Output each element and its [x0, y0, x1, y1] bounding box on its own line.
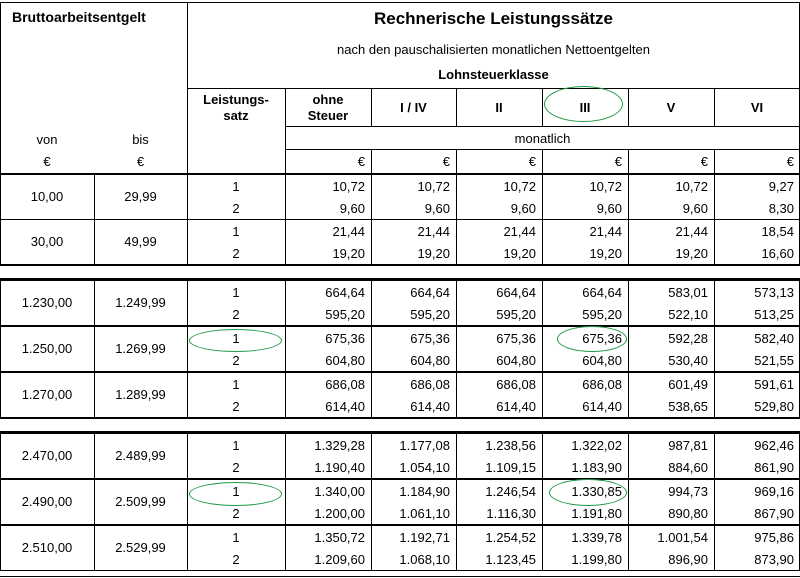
value-cell: 686,08 [496, 377, 536, 392]
col-class-iii: III [579, 100, 591, 115]
value-cell: 10,72 [332, 179, 365, 194]
value-cell: 10,72 [503, 179, 536, 194]
rate-cell: 2 [232, 460, 240, 475]
value-cell: 604,80 [582, 353, 622, 368]
value-cell: 994,73 [668, 484, 708, 499]
range-from: 10,00 [30, 189, 64, 204]
value-cell: 9,60 [424, 201, 450, 216]
value-cell: 1.200,00 [314, 506, 365, 521]
range-from: 1.270,00 [21, 387, 73, 402]
value-cell: 604,80 [496, 353, 536, 368]
value-cell: 521,55 [754, 353, 794, 368]
value-cell: 614,40 [496, 399, 536, 414]
value-cell: 601,49 [668, 377, 708, 392]
col-class-ii: II [495, 100, 503, 115]
value-cell: 1.183,90 [571, 460, 622, 475]
value-cell: 987,81 [668, 438, 708, 453]
highlight-ring-rate-1 [189, 482, 282, 506]
rate-cell: 2 [232, 201, 240, 216]
value-cell: 19,20 [503, 246, 536, 261]
value-cell: 9,60 [339, 201, 365, 216]
monthly-label: monatlich [514, 131, 571, 146]
rate-heading-line1: Leistungs- [203, 92, 269, 107]
value-cell: 19,20 [675, 246, 708, 261]
value-cell: 1.061,10 [399, 506, 450, 521]
gross-pay-heading: Bruttoarbeitsentgelt [12, 9, 146, 25]
highlight-ring-value [557, 326, 627, 352]
value-cell: 10,72 [589, 179, 622, 194]
value-cell: 664,64 [582, 285, 622, 300]
group-rule [0, 433, 800, 434]
range-from: 1.250,00 [21, 341, 73, 356]
rate-cell: 2 [232, 353, 240, 368]
value-cell: 21,44 [332, 224, 365, 239]
rule [714, 149, 715, 174]
value-cell: 675,36 [496, 331, 536, 346]
value-cell: 10,72 [417, 179, 450, 194]
col-class-vi: VI [750, 100, 764, 115]
rate-cell: 2 [232, 552, 240, 567]
value-cell: 896,90 [668, 552, 708, 567]
value-cell: 614,40 [410, 399, 450, 414]
rate-cell: 1 [232, 438, 240, 453]
value-cell: 9,27 [768, 179, 794, 194]
value-cell: 664,64 [496, 285, 536, 300]
group-rule [0, 326, 800, 327]
value-cell: 522,10 [668, 307, 708, 322]
group-rule [0, 280, 800, 281]
value-cell: 530,40 [668, 353, 708, 368]
rule [371, 149, 372, 174]
currency-from: € [43, 154, 51, 169]
value-cell: 582,40 [754, 331, 794, 346]
group-rule [0, 174, 800, 175]
rate-cell: 1 [232, 484, 240, 499]
range-from: 2.510,00 [21, 540, 73, 555]
value-cell: 1.330,85 [571, 484, 622, 499]
group-rule [0, 525, 800, 526]
rule [187, 2, 188, 174]
value-cell: 604,80 [325, 353, 365, 368]
highlight-ring-rate-1 [189, 329, 282, 352]
value-cell: 10,72 [675, 179, 708, 194]
range-from: 30,00 [30, 234, 64, 249]
range-from: 1.230,00 [21, 295, 73, 310]
rule [371, 88, 372, 126]
value-cell: 1.350,72 [314, 530, 365, 545]
value-cell: 583,01 [668, 285, 708, 300]
rate-heading-line2: satz [223, 108, 249, 123]
tax-class-heading: Lohnsteuerklasse [438, 67, 549, 82]
rate-cell: 1 [232, 285, 240, 300]
currency-col-2: € [442, 154, 450, 169]
value-cell: 19,20 [589, 246, 622, 261]
from-label: von [36, 132, 58, 147]
value-cell: 1.177,08 [399, 438, 450, 453]
rule [187, 88, 800, 89]
value-cell: 675,36 [410, 331, 450, 346]
rate-cell: 2 [232, 307, 240, 322]
value-cell: 664,64 [325, 285, 365, 300]
value-cell: 21,44 [417, 224, 450, 239]
rule [542, 88, 543, 126]
rule [628, 88, 629, 126]
value-cell: 890,80 [668, 506, 708, 521]
value-cell: 1.329,28 [314, 438, 365, 453]
col-no-tax-line2: Steuer [307, 108, 349, 123]
value-cell: 867,90 [754, 506, 794, 521]
section-rule [0, 278, 800, 280]
currency-col-4: € [614, 154, 622, 169]
table-subtitle: nach den pauschalisierten monatlichen Nettoentgelten [337, 42, 650, 57]
value-cell: 1.054,10 [399, 460, 450, 475]
value-cell: 1.322,02 [571, 438, 622, 453]
value-cell: 9,60 [510, 201, 536, 216]
col-class-v: V [666, 100, 676, 115]
section-rule [0, 264, 800, 266]
value-cell: 884,60 [668, 460, 708, 475]
value-cell: 8,30 [768, 201, 794, 216]
group-rule [0, 372, 800, 373]
value-cell: 19,20 [332, 246, 365, 261]
col-no-tax-line1: ohne [312, 92, 344, 107]
rule [0, 2, 800, 3]
value-cell: 595,20 [496, 307, 536, 322]
value-cell: 595,20 [410, 307, 450, 322]
rate-cell: 2 [232, 506, 240, 521]
highlight-ring-value [549, 479, 627, 506]
bottom-rule [0, 576, 800, 577]
value-cell: 9,60 [596, 201, 622, 216]
value-cell: 1.246,54 [485, 484, 536, 499]
rule [0, 2, 1, 174]
rate-cell: 1 [232, 377, 240, 392]
rule [628, 149, 629, 174]
value-cell: 1.339,78 [571, 530, 622, 545]
currency-col-3: € [528, 154, 536, 169]
range-to: 2.529,99 [115, 540, 166, 555]
value-cell: 595,20 [325, 307, 365, 322]
rate-cell: 1 [232, 179, 240, 194]
section-rule [0, 417, 800, 419]
value-cell: 513,25 [754, 307, 794, 322]
value-cell: 1.199,80 [571, 552, 622, 567]
value-cell: 614,40 [325, 399, 365, 414]
range-to: 49,99 [124, 234, 157, 249]
section-rule [0, 431, 800, 433]
value-cell: 1.209,60 [314, 552, 365, 567]
value-cell: 1.184,90 [399, 484, 450, 499]
value-cell: 21,44 [589, 224, 622, 239]
currency-to: € [136, 154, 145, 169]
value-cell: 686,08 [410, 377, 450, 392]
value-cell: 604,80 [410, 353, 450, 368]
rule [714, 88, 715, 126]
value-cell: 1.192,71 [399, 530, 450, 545]
rate-cell: 2 [232, 399, 240, 414]
value-cell: 591,61 [754, 377, 794, 392]
to-label: bis [132, 132, 149, 147]
rate-cell: 1 [232, 224, 240, 239]
rule [542, 149, 543, 174]
value-cell: 1.254,52 [485, 530, 536, 545]
group-rule [0, 570, 800, 571]
value-cell: 664,64 [410, 285, 450, 300]
value-cell: 873,90 [754, 552, 794, 567]
range-from: 2.470,00 [21, 448, 73, 463]
currency-col-6: € [786, 154, 794, 169]
value-cell: 9,60 [682, 201, 708, 216]
rate-cell: 1 [232, 530, 240, 545]
rule [456, 149, 457, 174]
value-cell: 1.001,54 [657, 530, 708, 545]
value-cell: 592,28 [668, 331, 708, 346]
highlight-ring-class-iii [544, 86, 623, 122]
value-cell: 686,08 [325, 377, 365, 392]
value-cell: 16,60 [761, 246, 794, 261]
value-cell: 686,08 [582, 377, 622, 392]
value-cell: 21,44 [503, 224, 536, 239]
rate-cell: 1 [232, 331, 240, 346]
col-class-i-iv: I / IV [400, 100, 427, 115]
value-cell: 861,90 [754, 460, 794, 475]
range-from: 2.490,00 [21, 494, 73, 509]
value-cell: 1.068,10 [399, 552, 450, 567]
currency-col-5: € [700, 154, 708, 169]
value-cell: 1.123,45 [485, 552, 536, 567]
value-cell: 675,36 [582, 331, 622, 346]
value-cell: 969,16 [754, 484, 794, 499]
currency-col-1: € [357, 154, 365, 169]
group-rule [0, 479, 800, 480]
rate-cell: 2 [232, 246, 240, 261]
value-cell: 19,20 [417, 246, 450, 261]
value-cell: 1.190,40 [314, 460, 365, 475]
value-cell: 975,86 [754, 530, 794, 545]
range-to: 2.489,99 [115, 448, 166, 463]
rule [456, 88, 457, 126]
value-cell: 18,54 [761, 224, 794, 239]
value-cell: 614,40 [582, 399, 622, 414]
value-cell: 595,20 [582, 307, 622, 322]
range-to: 1.269,99 [115, 341, 166, 356]
value-cell: 1.116,30 [486, 506, 536, 521]
value-cell: 538,65 [668, 399, 708, 414]
table-title: Rechnerische Leistungssätze [373, 9, 614, 28]
value-cell: 1.191,80 [571, 506, 622, 521]
value-cell: 675,36 [325, 331, 365, 346]
group-rule [0, 219, 800, 220]
rule [285, 88, 286, 174]
value-cell: 529,80 [754, 399, 794, 414]
rule [285, 126, 800, 127]
range-to: 1.249,99 [115, 295, 166, 310]
value-cell: 962,46 [754, 438, 794, 453]
value-cell: 1.109,15 [485, 460, 536, 475]
value-cell: 573,13 [754, 285, 794, 300]
range-to: 1.289,99 [115, 387, 166, 402]
value-cell: 1.340,00 [314, 484, 365, 499]
value-cell: 1.238,56 [485, 438, 536, 453]
value-cell: 21,44 [675, 224, 708, 239]
range-to: 2.509,99 [115, 494, 166, 509]
range-to: 29,99 [124, 189, 157, 204]
